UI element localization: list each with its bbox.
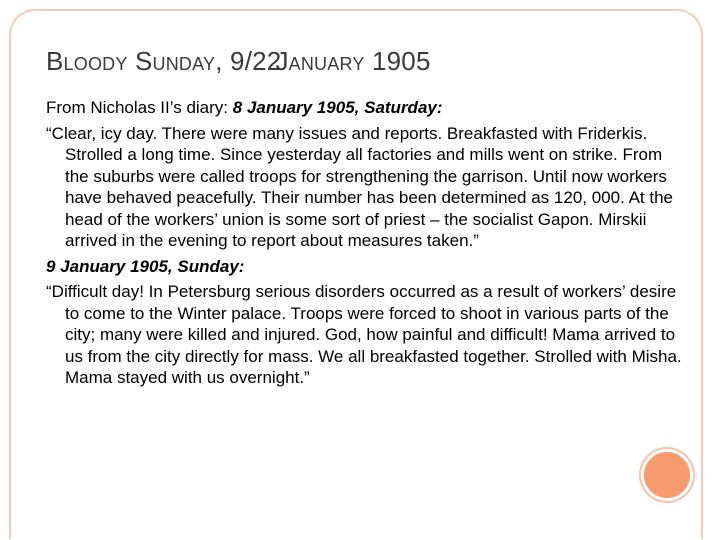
entry-date-2: 9 January 1905, Sunday: xyxy=(46,256,245,276)
title-part-2: January 1905 xyxy=(275,46,431,76)
slide-title xyxy=(46,48,431,74)
diary-intro: From Nicholas II’s diary: xyxy=(46,98,233,117)
entry-text-1: “Clear, icy day. There were many issues and reports. Breakfasted with Friderkis. Strolled a long time. Since yesterday all factories and mills went on strike. From the suburbs were called troops for strengthening the garrison. Until now workers have behaved peacefully. Their number has been determined as 120, 000. At the head of the workers’ union is some sort of priest – the socialist Gapon. Mirskii arrived in the evening to report about measures taken.” xyxy=(46,123,674,250)
entry-date-1: 8 January 1905, Saturday: xyxy=(232,98,443,117)
decorative-circle xyxy=(641,449,693,501)
diary-intro-line xyxy=(46,97,686,119)
slide-body xyxy=(46,97,686,393)
title-part-1: Bloody Sunday, 9/22 xyxy=(46,46,282,76)
entry-text-2: “Difficult day! In Petersburg serious disorders occurred as a result of workers’ desire to come to the Winter palace. Troops were forced to shoot in various parts of the city; many were killed and injured. God, how painful and difficult! Mama arrived to us from the city directly for mass. We all breakfasted together. Strolled with Misha. Mama stayed with us overnight.” xyxy=(46,282,682,387)
